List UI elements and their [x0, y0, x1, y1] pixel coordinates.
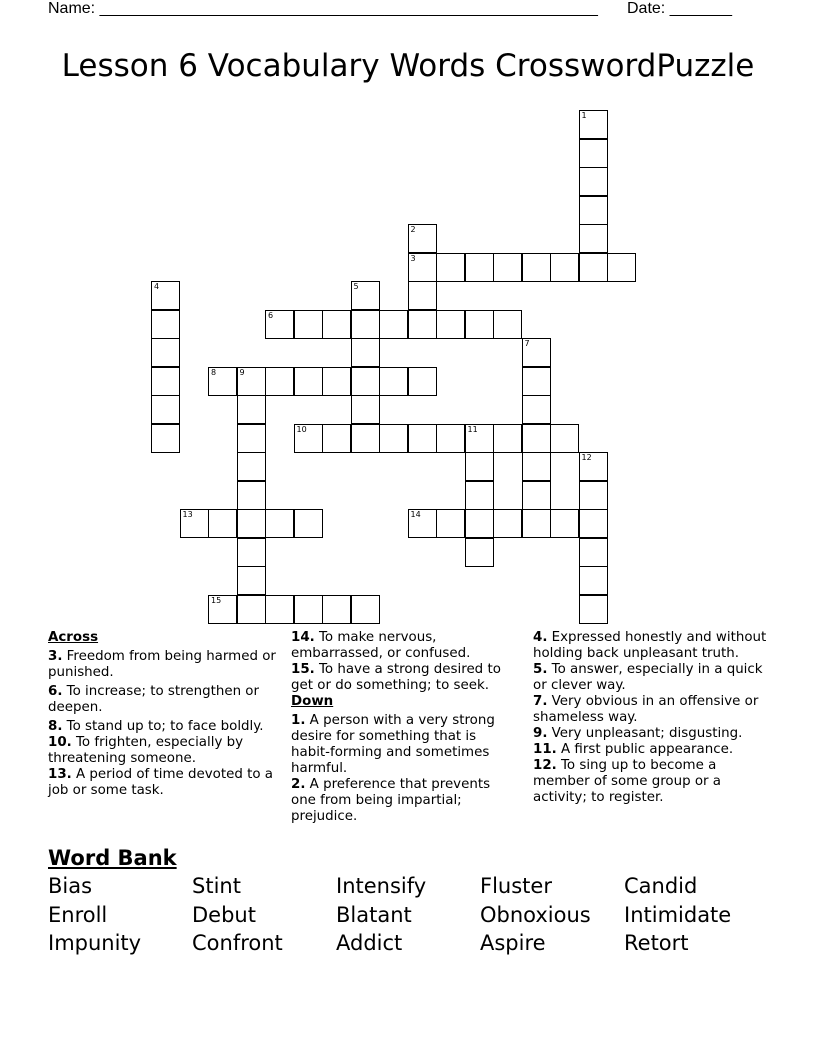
crossword-cell[interactable] [436, 310, 465, 339]
crossword-cell[interactable] [408, 367, 437, 396]
clues-column-1 [48, 630, 276, 799]
crossword-cell[interactable] [579, 196, 608, 225]
crossword-cell[interactable] [322, 595, 351, 624]
clue-number: 14 [410, 510, 421, 519]
word-bank-item: Aspire [480, 931, 546, 955]
across-clue-13: 13. A period of time devoted to a job or some task. [48, 767, 274, 798]
clue-number: 15 [211, 595, 222, 605]
word-bank-item: Impunity [48, 931, 142, 955]
crossword-cell[interactable] [493, 424, 522, 453]
word-bank-item: Fluster [480, 874, 552, 898]
crossword-cell[interactable] [465, 310, 494, 339]
crossword-cell[interactable] [522, 452, 551, 481]
word-bank-item: Debut [192, 902, 256, 927]
word-bank-item: Stint [192, 874, 241, 898]
crossword-cell[interactable] [550, 509, 579, 538]
crossword-cell[interactable] [579, 481, 608, 510]
crossword-cell[interactable] [351, 595, 380, 624]
word-bank [48, 872, 768, 958]
crossword-cell[interactable] [465, 509, 494, 538]
crossword-cell[interactable] [351, 281, 380, 310]
crossword-cell[interactable] [208, 367, 237, 396]
crossword-cell[interactable] [379, 310, 408, 339]
crossword-cell[interactable] [408, 509, 437, 538]
crossword-cell[interactable] [579, 139, 608, 168]
crossword-cell[interactable] [237, 538, 266, 567]
crossword-cell[interactable] [522, 481, 551, 510]
down-clue-9: 9. Very unpleasant; disgusting. [533, 726, 743, 741]
crossword-cell[interactable] [408, 310, 437, 339]
crossword-cell[interactable] [294, 509, 323, 538]
across-clue-3: 3. Freedom from being harmed or punished. [48, 649, 276, 680]
crossword-cell[interactable] [550, 253, 579, 282]
across-clue-8: 8. To stand up to; to face boldly. [48, 719, 264, 734]
crossword-cell[interactable] [607, 253, 636, 282]
crossword-cell[interactable] [265, 367, 294, 396]
crossword-cell[interactable] [322, 310, 351, 339]
crossword-cell[interactable] [408, 253, 437, 282]
crossword-cell[interactable] [579, 253, 608, 282]
crossword-cell[interactable] [522, 367, 551, 396]
word-bank-item: Candid [624, 874, 698, 898]
across-clue-15: 15. To have a strong desired to get or do something; to seek. [291, 662, 501, 693]
across-clue-6: 6. To increase; to strengthen or deepen. [48, 684, 260, 715]
across-heading: Across [48, 630, 99, 645]
word-bank-item: Retort [624, 931, 689, 955]
name-field-label[interactable]: Name: ________________________________________________________ [48, 0, 598, 17]
down-clue-11: 11. A first public appearance. [533, 742, 734, 757]
crossword-cell[interactable] [208, 595, 237, 624]
crossword-cell[interactable] [151, 395, 180, 424]
crossword-cell[interactable] [579, 224, 608, 253]
crossword-cell[interactable] [322, 424, 351, 453]
clue-number: 9 [239, 367, 245, 377]
crossword-cell[interactable] [579, 110, 608, 139]
crossword-cell[interactable] [237, 509, 266, 538]
crossword-cell[interactable] [151, 310, 180, 339]
crossword-cell[interactable] [237, 395, 266, 424]
crossword-cell[interactable] [151, 281, 180, 310]
clue-number: 11 [467, 424, 478, 434]
crossword-cell[interactable] [294, 367, 323, 396]
crossword-cell[interactable] [493, 253, 522, 282]
date-field-label[interactable]: Date: _______ [627, 0, 732, 17]
word-bank-item: Addict [336, 931, 403, 955]
clue-number: 1 [581, 111, 587, 120]
crossword-cell[interactable] [465, 538, 494, 567]
crossword-cell[interactable] [379, 424, 408, 453]
down-heading: Down [291, 694, 334, 709]
clues-column-2 [291, 630, 519, 825]
crossword-cell[interactable] [550, 424, 579, 453]
crossword-cell[interactable] [237, 367, 266, 396]
crossword-cell[interactable] [237, 481, 266, 510]
crossword-cell[interactable] [579, 509, 608, 538]
crossword-cell[interactable] [294, 424, 323, 453]
crossword-cell[interactable] [151, 424, 180, 453]
word-bank-item: Intimidate [624, 902, 732, 927]
clue-number: 3 [410, 253, 416, 263]
clue-number: 2 [410, 225, 416, 234]
crossword-cell[interactable] [351, 310, 380, 339]
crossword-cell[interactable] [408, 424, 437, 453]
crossword-cell[interactable] [294, 310, 323, 339]
crossword-cell[interactable] [579, 452, 608, 481]
word-bank-title: Word Bank [48, 846, 177, 870]
crossword-cell[interactable] [351, 424, 380, 453]
clue-number: 13 [182, 510, 193, 519]
clue-number: 5 [353, 282, 359, 291]
clue-number: 8 [211, 367, 217, 377]
word-bank-item: Obnoxious [480, 902, 591, 927]
crossword-cell[interactable] [436, 509, 465, 538]
crossword-cell[interactable] [408, 281, 437, 310]
crossword-cell[interactable] [522, 253, 551, 282]
crossword-cell[interactable] [522, 395, 551, 424]
crossword-cell[interactable] [180, 509, 209, 538]
crossword-cell[interactable] [379, 367, 408, 396]
clue-number: 10 [296, 424, 307, 434]
crossword-cell[interactable] [265, 595, 294, 624]
crossword-cell[interactable] [408, 224, 437, 253]
crossword-cell[interactable] [522, 509, 551, 538]
down-clue-5: 5. To answer, especially in a quick or clever way. [533, 662, 763, 693]
clue-number: 6 [268, 310, 274, 320]
clue-number: 12 [581, 453, 592, 462]
clue-number: 7 [524, 339, 530, 348]
across-clue-10: 10. To frighten, especially by threatening someone. [48, 735, 244, 766]
crossword-cell[interactable] [237, 595, 266, 624]
down-clue-1: 1. A person with a very strong desire for something that is habit-forming and sometimes harmful. [291, 713, 495, 776]
page-title: Lesson 6 Vocabulary Words CrosswordPuzzle [61, 48, 755, 84]
down-clue-7: 7. Very obvious in an offensive or shameless way. [533, 694, 759, 725]
crossword-cell[interactable] [465, 481, 494, 510]
crossword-cell[interactable] [465, 424, 494, 453]
word-bank-item: Blatant [336, 902, 412, 927]
crossword-cell[interactable] [493, 310, 522, 339]
clue-number: 4 [154, 282, 160, 291]
crossword-cell[interactable] [436, 424, 465, 453]
crossword-cell[interactable] [436, 253, 465, 282]
across-clue-14: 14. To make nervous, embarrassed, or confused. [291, 630, 471, 661]
crossword-cell[interactable] [493, 509, 522, 538]
crossword-cell[interactable] [151, 367, 180, 396]
down-clue-12: 12. To sing up to become a member of some group or a activity; to register. [533, 758, 722, 805]
crossword-cell[interactable] [351, 367, 380, 396]
crossword-cell[interactable] [265, 310, 294, 339]
word-bank-item: Bias [48, 874, 93, 898]
crossword-cell[interactable] [351, 395, 380, 424]
crossword-cell[interactable] [465, 253, 494, 282]
crossword-cell[interactable] [265, 509, 294, 538]
crossword-cell[interactable] [522, 338, 551, 367]
crossword-cell[interactable] [579, 566, 608, 595]
word-bank-item: Intensify [336, 874, 427, 898]
crossword-cell[interactable] [208, 509, 237, 538]
crossword-cell[interactable] [237, 424, 266, 453]
crossword-cell[interactable] [351, 338, 380, 367]
down-clue-4: 4. Expressed honestly and without holding back unpleasant truth. [533, 630, 767, 661]
crossword-cell[interactable] [294, 595, 323, 624]
down-clue-2: 2. A preference that prevents one from being impartial; prejudice. [291, 777, 491, 824]
crossword-cell[interactable] [237, 452, 266, 481]
crossword-cell[interactable] [237, 566, 266, 595]
crossword-cell[interactable] [465, 452, 494, 481]
crossword-cell[interactable] [579, 538, 608, 567]
crossword-cell[interactable] [579, 595, 608, 624]
clues-column-3 [533, 630, 768, 806]
crossword-cell[interactable] [522, 424, 551, 453]
crossword-cell[interactable] [151, 338, 180, 367]
word-bank-item: Enroll [48, 902, 108, 927]
crossword-cell[interactable] [579, 167, 608, 196]
word-bank-item: Confront [192, 931, 283, 955]
crossword-cell[interactable] [322, 367, 351, 396]
